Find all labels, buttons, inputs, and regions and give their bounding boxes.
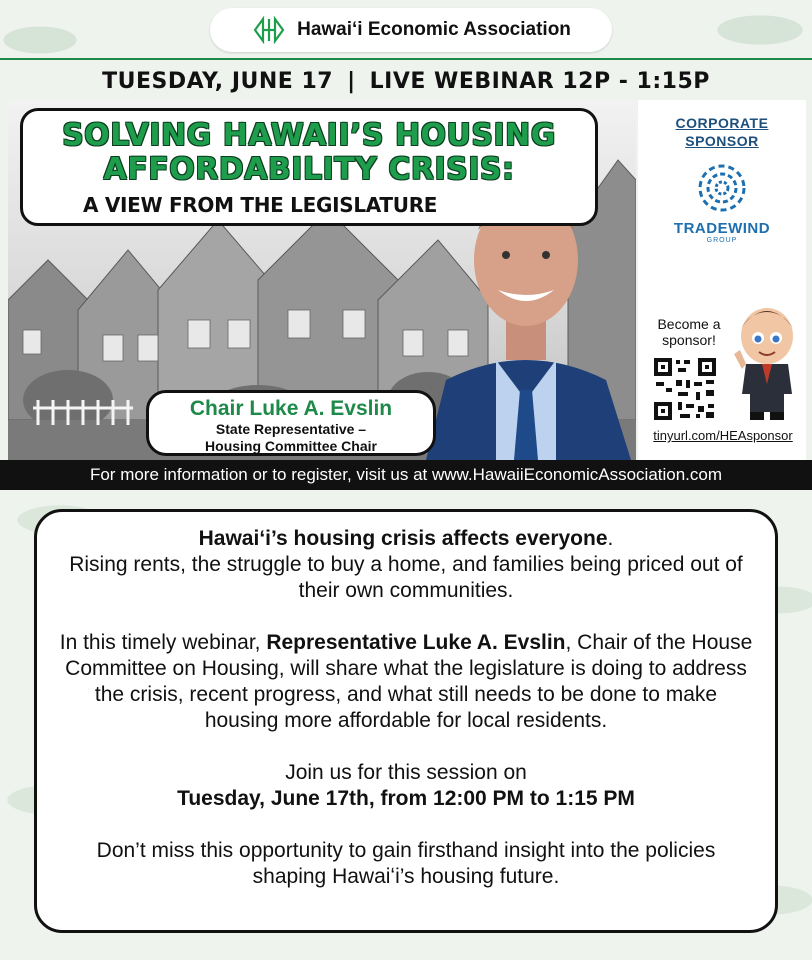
speaker-name: Chair Luke A. Evslin: [189, 397, 393, 420]
speaker-name-highlight: Representative Luke A. Evslin: [266, 631, 566, 654]
date-separator: |: [347, 68, 356, 94]
description-paragraph-2: [57, 630, 755, 734]
hea-logo-icon: [251, 15, 287, 45]
description-p2-rest: , Chair of the House Committee on Housing, will share what the legislature is doing to address the crisis, recent progress, and what still needs to be done to make housing more affordable for local residents.: [65, 631, 753, 732]
title-line-2: AFFORDABILITY CRISIS:: [103, 152, 515, 187]
session-datetime: Tuesday, June 17th, from 12:00 PM to 1:15 PM: [177, 787, 635, 810]
speaker-caption: [146, 390, 436, 456]
sponsor-heading: [638, 114, 806, 150]
event-title-box: [20, 108, 598, 226]
closing-text: Don’t miss this opportunity to gain firsthand insight into the policies shaping Hawaiʻi’s housing future.: [96, 839, 716, 888]
sponsor-name: TRADEWIND: [673, 220, 771, 237]
organization-logo-banner: [210, 8, 612, 52]
event-type-time: LIVE WEBINAR 12P - 1:15P: [369, 68, 710, 94]
title-line-1: SOLVING HAWAII’S HOUSING: [62, 118, 556, 153]
sponsor-link[interactable]: tinyurl.com/HEAsponsor: [653, 428, 793, 443]
sponsor-panel: [638, 100, 806, 460]
description-paragraph-4: [57, 838, 755, 890]
sponsor-heading-line-2: SPONSOR: [685, 133, 759, 149]
session-intro: Join us for this session on: [285, 761, 527, 784]
sponsor-heading-line-1: CORPORATE: [675, 115, 769, 131]
description-paragraph-3: [57, 760, 755, 812]
organization-name: Hawaiʻi Economic Association: [297, 19, 571, 40]
description-lead-rest: Rising rents, the struggle to buy a home, and families being priced out of their own communities.: [69, 553, 743, 602]
sponsor-subname: GROUP: [706, 237, 738, 244]
registration-info-bar: [0, 460, 812, 490]
qr-code-icon[interactable]: [652, 356, 718, 422]
event-description-card: [34, 509, 778, 933]
become-sponsor-text: [644, 316, 734, 348]
become-sponsor-line-1: Become a: [657, 316, 721, 332]
tradewind-logo-icon: [638, 156, 806, 220]
event-date-bar: [0, 62, 812, 100]
description-paragraph-1: [57, 526, 755, 604]
hero-banner: [8, 100, 636, 460]
description-lead: Hawaiʻi’s housing crisis affects everyone: [198, 527, 608, 550]
registration-info-text[interactable]: For more information or to register, visit us at www.HawaiiEconomicAssociation.com: [89, 465, 723, 484]
speaker-role-1: State Representative –: [215, 421, 367, 437]
speaker-role-2: Housing Committee Chair: [205, 438, 377, 454]
event-date: TUESDAY, JUNE 17: [102, 68, 334, 94]
description-p2-start: In this timely webinar,: [59, 631, 267, 654]
event-subtitle: A VIEW FROM THE LEGISLATURE: [83, 193, 438, 217]
header-divider: [0, 58, 812, 60]
cartoon-mascot-icon: [732, 294, 802, 424]
become-sponsor-line-2: sponsor!: [662, 332, 716, 348]
description-lead-end: .: [607, 527, 614, 550]
